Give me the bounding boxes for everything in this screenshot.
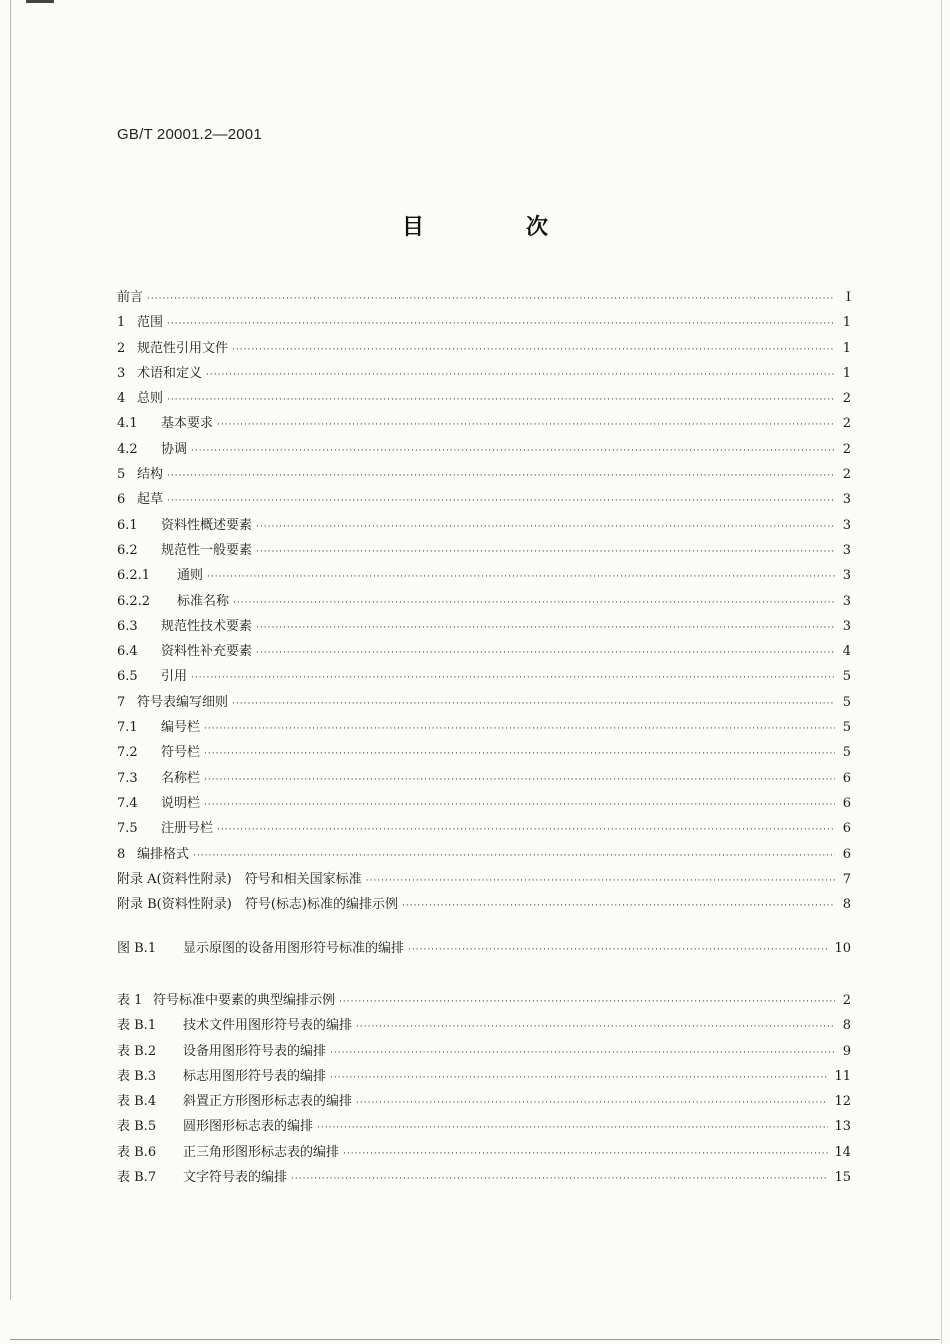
toc-leader-dots xyxy=(204,793,835,818)
toc-entry-page: 2 xyxy=(842,441,851,457)
toc-entry-title: 前言 xyxy=(117,290,144,305)
toc-entry-annex[interactable] xyxy=(117,892,851,917)
toc-entry-number: 6.5 xyxy=(117,669,138,685)
toc-entry-page: 5 xyxy=(842,669,851,685)
toc-entry-number: 4.2 xyxy=(117,441,138,457)
toc-entry[interactable] xyxy=(117,437,851,462)
toc-entry-title: 编排格式 xyxy=(137,846,190,862)
toc-entry-page: 2 xyxy=(842,391,851,407)
toc-entry-page: 6 xyxy=(842,795,851,811)
toc-table-number: 表 B.5 xyxy=(117,1119,157,1135)
toc-leader-dots xyxy=(167,464,835,489)
toc-table-number: 表 B.2 xyxy=(117,1043,157,1059)
toc-entry-number: 3 xyxy=(117,365,126,381)
toc-table-entry[interactable] xyxy=(117,1039,851,1064)
scan-edge-right xyxy=(941,0,942,1344)
toc-leader-dots xyxy=(330,1041,835,1066)
toc-entry-number: 7.4 xyxy=(117,795,138,811)
toc-leader-dots xyxy=(204,742,835,767)
toc-entry[interactable] xyxy=(117,589,851,614)
toc-entry-page: 6 xyxy=(842,846,851,862)
toc-entry-title: 名称栏 xyxy=(161,770,201,786)
toc-table-number: 表 B.3 xyxy=(117,1068,157,1084)
toc-entry-page: I xyxy=(845,290,851,305)
toc-entry[interactable] xyxy=(117,690,851,715)
toc-entry-number: 6.1 xyxy=(117,517,138,533)
toc-figure-page: 10 xyxy=(834,941,851,956)
toc-leader-dots xyxy=(207,565,835,590)
toc-table-page: 14 xyxy=(834,1144,851,1160)
toc-entry[interactable] xyxy=(117,285,851,310)
toc-table-title: 圆形图形标志表的编排 xyxy=(183,1119,314,1135)
toc-leader-dots xyxy=(356,1015,835,1040)
toc-entry-number: 5 xyxy=(117,467,126,483)
toc-table-entry[interactable] xyxy=(117,1165,851,1190)
toc-figure-list xyxy=(117,936,851,961)
toc-table-entry[interactable] xyxy=(117,1064,851,1089)
toc-table-title: 设备用图形符号表的编排 xyxy=(183,1043,327,1059)
toc-entry-title: 附录 B(资料性附录) 符号(标志)标准的编排示例 xyxy=(117,897,398,913)
toc-entry-page: 2 xyxy=(842,416,851,432)
toc-table-page: 11 xyxy=(834,1068,851,1084)
toc-entry-title: 引用 xyxy=(161,669,188,685)
toc-entry-page: 3 xyxy=(842,492,851,508)
toc-entry-title: 编号栏 xyxy=(161,720,201,736)
toc-entry-title: 说明栏 xyxy=(161,795,201,811)
toc-table-entry[interactable] xyxy=(117,1140,851,1165)
toc-entry[interactable] xyxy=(117,361,851,386)
toc-entry-number: 4 xyxy=(117,391,126,407)
toc-leader-dots xyxy=(191,666,835,691)
toc-entry-page: 1 xyxy=(842,340,851,356)
toc-entry-page: 3 xyxy=(842,618,851,634)
toc-entry-title: 通则 xyxy=(177,568,204,584)
toc-entry-number: 6.4 xyxy=(117,644,138,660)
toc-entry-title: 起草 xyxy=(137,492,164,508)
toc-table-title: 技术文件用图形符号表的编排 xyxy=(183,1018,353,1034)
toc-entry[interactable] xyxy=(117,766,851,791)
toc-table-title: 符号标准中要素的典型编排示例 xyxy=(153,993,336,1008)
toc-entry-title: 资料性补充要素 xyxy=(161,644,253,660)
toc-entry-title: 资料性概述要素 xyxy=(161,517,253,533)
toc-table-page: 15 xyxy=(834,1170,851,1186)
toc-entry-number: 8 xyxy=(117,846,126,862)
toc-entry-title: 注册号栏 xyxy=(161,821,214,837)
toc-entry-page: 1 xyxy=(842,315,851,331)
toc-entry[interactable] xyxy=(117,740,851,765)
scan-edge-bottom xyxy=(10,1339,940,1340)
toc-entry-title: 规范性一般要素 xyxy=(161,542,253,558)
toc-entry-number: 4.1 xyxy=(117,416,138,432)
scan-edge-left xyxy=(10,0,11,1300)
toc-entry[interactable] xyxy=(117,664,851,689)
toc-table-entry[interactable] xyxy=(117,988,851,1013)
toc-entry-title: 基本要求 xyxy=(161,416,214,432)
toc-entry-page: 3 xyxy=(842,517,851,533)
toc-figure-title: 显示原图的设备用图形符号标准的编排 xyxy=(183,941,405,956)
toc-table-title: 文字符号表的编排 xyxy=(183,1170,288,1186)
toc-entry-page: 7 xyxy=(842,871,851,887)
toc-entry-page: 6 xyxy=(842,770,851,786)
toc-leader-dots xyxy=(317,1116,828,1141)
toc-entry-page: 3 xyxy=(842,593,851,609)
toc-entry-title: 术语和定义 xyxy=(137,365,203,381)
toc-leader-dots xyxy=(232,692,835,717)
toc-entry-page: 6 xyxy=(842,821,851,837)
toc-entry-page: 3 xyxy=(842,568,851,584)
toc-table-number: 表 B.1 xyxy=(117,1018,157,1034)
toc-entry-page: 8 xyxy=(842,897,851,913)
toc-entry[interactable] xyxy=(117,513,851,538)
toc-entry[interactable] xyxy=(117,816,851,841)
toc-main-list xyxy=(117,285,851,917)
toc-entry[interactable] xyxy=(117,462,851,487)
toc-entry-annex[interactable] xyxy=(117,867,851,892)
toc-entry-page: 2 xyxy=(842,467,851,483)
toc-entry-page: 3 xyxy=(842,542,851,558)
scan-edge-mark xyxy=(26,0,54,3)
toc-leader-dots xyxy=(256,540,835,565)
toc-leader-dots xyxy=(256,616,835,641)
toc-entry[interactable] xyxy=(117,639,851,664)
toc-entry-number: 7.2 xyxy=(117,745,138,761)
toc-leader-dots xyxy=(206,363,835,388)
toc-entry-number: 7 xyxy=(117,694,126,710)
toc-leader-dots xyxy=(191,439,835,464)
toc-leader-dots xyxy=(233,591,835,616)
toc-entry[interactable] xyxy=(117,487,851,512)
toc-entry-title: 总则 xyxy=(137,391,164,407)
toc-table-entry[interactable] xyxy=(117,1013,851,1038)
toc-leader-dots xyxy=(291,1167,828,1192)
toc-leader-dots xyxy=(330,1066,828,1091)
toc-figure-number: 图 B.1 xyxy=(117,941,157,956)
toc-entry[interactable] xyxy=(117,614,851,639)
toc-leader-dots xyxy=(217,413,835,438)
toc-table-title: 标志用图形符号表的编排 xyxy=(183,1068,327,1084)
toc-entry-number: 6.3 xyxy=(117,618,138,634)
toc-leader-dots xyxy=(339,990,835,1015)
toc-entry[interactable] xyxy=(117,563,851,588)
toc-table-title: 正三角形图形标志表的编排 xyxy=(183,1144,340,1160)
toc-leader-dots xyxy=(343,1142,828,1167)
standard-number: GB/T 20001.2—2001 xyxy=(117,126,262,143)
toc-table-title: 斜置正方形图形标志表的编排 xyxy=(183,1094,353,1110)
toc-entry-number: 6 xyxy=(117,492,126,508)
toc-entry-title: 规范性技术要素 xyxy=(161,618,253,634)
toc-entry-title: 协调 xyxy=(161,441,188,457)
toc-leader-dots xyxy=(167,388,835,413)
toc-entry-page: 1 xyxy=(842,365,851,381)
toc-leader-dots xyxy=(408,938,828,963)
toc-entry-title: 规范性引用文件 xyxy=(137,340,229,356)
toc-table-page: 13 xyxy=(834,1119,851,1135)
toc-entry-title: 结构 xyxy=(137,467,164,483)
toc-entry[interactable] xyxy=(117,336,851,361)
toc-table-page: 2 xyxy=(842,993,851,1008)
toc-leader-dots xyxy=(256,515,835,540)
toc-table-list xyxy=(117,988,851,1190)
toc-table-number: 表 B.6 xyxy=(117,1144,157,1160)
toc-entry-page: 4 xyxy=(842,644,851,660)
toc-leader-dots xyxy=(167,489,835,514)
toc-entry-title: 符号表编写细则 xyxy=(137,694,229,710)
toc-leader-dots xyxy=(217,818,835,843)
toc-table-entry[interactable] xyxy=(117,1114,851,1139)
toc-leader-dots xyxy=(147,287,835,312)
toc-entry[interactable] xyxy=(117,310,851,335)
toc-leader-dots xyxy=(204,768,835,793)
toc-entry[interactable] xyxy=(117,842,851,867)
toc-leader-dots xyxy=(366,869,835,894)
toc-entry-title: 符号栏 xyxy=(161,745,201,761)
toc-entry-number: 7.3 xyxy=(117,770,138,786)
toc-entry-number: 6.2.1 xyxy=(117,568,151,584)
toc-table-page: 8 xyxy=(842,1018,851,1034)
toc-table-number: 表 1 xyxy=(117,993,143,1008)
toc-entry-number: 2 xyxy=(117,340,126,356)
toc-entry-title: 范围 xyxy=(137,315,164,331)
toc-leader-dots xyxy=(193,844,835,869)
toc-table-number: 表 B.7 xyxy=(117,1170,157,1186)
toc-figure-entry[interactable] xyxy=(117,936,851,961)
toc-entry-number: 6.2 xyxy=(117,542,138,558)
toc-entry[interactable] xyxy=(117,386,851,411)
toc-entry-page: 5 xyxy=(842,720,851,736)
toc-table-number: 表 B.4 xyxy=(117,1094,157,1110)
toc-table-entry[interactable] xyxy=(117,1089,851,1114)
toc-entry-number: 7.1 xyxy=(117,720,138,736)
toc-entry-number: 1 xyxy=(117,315,126,331)
toc-entry-number: 6.2.2 xyxy=(117,593,151,609)
toc-leader-dots xyxy=(256,641,835,666)
toc-table-page: 9 xyxy=(842,1043,851,1059)
toc-entry[interactable] xyxy=(117,411,851,436)
toc-entry-title: 附录 A(资料性附录) 符号和相关国家标准 xyxy=(117,871,362,887)
toc-leader-dots xyxy=(402,894,835,919)
toc-table-page: 12 xyxy=(834,1094,851,1110)
toc-entry-title: 标准名称 xyxy=(177,593,230,609)
toc-leader-dots xyxy=(232,338,835,363)
toc-entry-page: 5 xyxy=(842,694,851,710)
toc-leader-dots xyxy=(204,717,835,742)
toc-entry[interactable] xyxy=(117,715,851,740)
toc-leader-dots xyxy=(356,1091,828,1116)
page-title: 目 次 xyxy=(401,215,588,240)
toc-entry-page: 5 xyxy=(842,745,851,761)
toc-entry-number: 7.5 xyxy=(117,821,138,837)
toc-entry[interactable] xyxy=(117,791,851,816)
toc-leader-dots xyxy=(167,312,835,337)
toc-entry[interactable] xyxy=(117,538,851,563)
